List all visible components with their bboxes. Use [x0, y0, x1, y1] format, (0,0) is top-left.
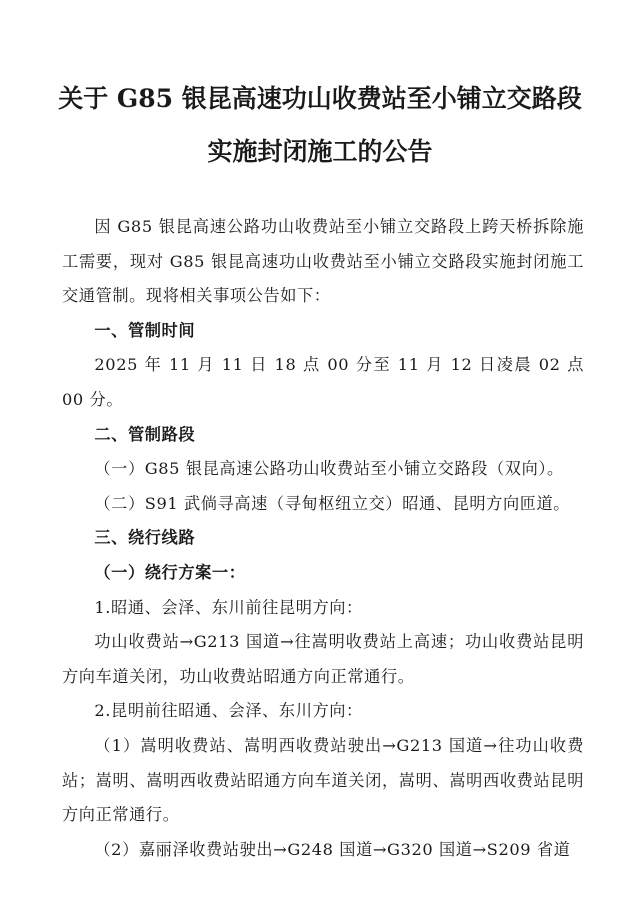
page-title: 关于 G85 银昆高速功山收费站至小铺立交路段	[58, 84, 582, 113]
notice-body	[62, 210, 584, 867]
section-heading-road: 二、管制路段	[94, 424, 196, 444]
route-heading-2: 2.昆明前往昭通、会泽、东川方向：	[94, 701, 363, 721]
page-subtitle: 实施封闭施工的公告	[207, 137, 433, 166]
road-item-1: （一）G85 银昆高速公路功山收费站至小铺立交路段（双向）。	[94, 459, 564, 479]
route-text-1: 功山收费站→G213 国道→往嵩明收费站上高速；功山收费站昆明方向车道关闭，功山收费站昭通方向正常通行。	[62, 632, 584, 686]
route-item-2-1: （1）嵩明收费站、嵩明西收费站驶出→G213 国道→往功山收费站；嵩明、嵩明西收费站昭通方向车道关闭，嵩明、嵩明西收费站昆明方向正常通行。	[62, 735, 584, 825]
route-item-2-2: （2）嘉丽泽收费站驶出→G248 国道→G320 国道→S209 省道	[94, 839, 571, 859]
section-heading-detour: 三、绕行线路	[94, 528, 196, 548]
section-heading-time: 一、管制时间	[94, 320, 196, 340]
route-heading-1: 1.昭通、会泽、东川前往昆明方向：	[94, 597, 363, 617]
plan-heading-1: （一）绕行方案一：	[94, 562, 246, 582]
section-text-time: 2025 年 11 月 11 日 18 点 00 分至 11 月 12 日凌晨 02 点 00 分。	[62, 355, 584, 409]
road-item-2: （二）S91 武倘寻高速（寻甸枢纽立交）昭通、昆明方向匝道。	[94, 493, 571, 513]
intro-paragraph: 因 G85 银昆高速公路功山收费站至小铺立交路段上跨天桥拆除施工需要，现对 G85 银昆高速功山收费站至小铺立交路段实施封闭施工交通管制。现将相关事项公告如下：	[62, 217, 584, 306]
